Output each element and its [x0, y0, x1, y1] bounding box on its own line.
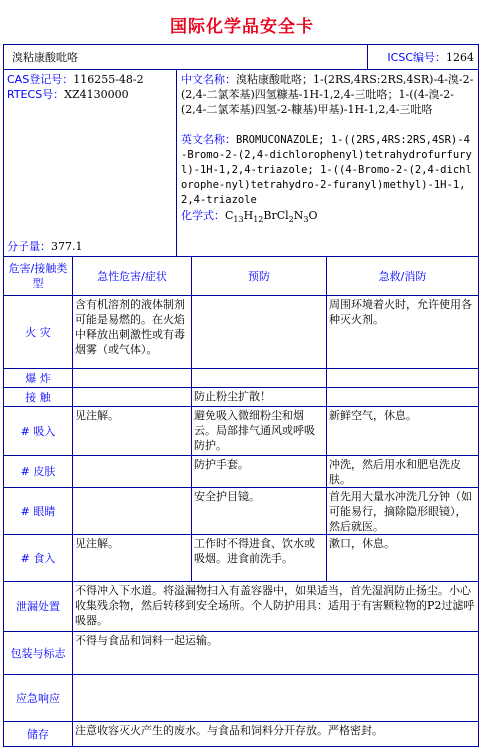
- rtecs-value: XZ4130000: [64, 88, 129, 101]
- row-label-fire: 火 灾: [4, 296, 73, 368]
- rtecs-label: RTECS号：: [7, 88, 65, 101]
- skin-prevention: 防护手套。: [192, 456, 327, 487]
- skin-hazard: [73, 456, 192, 487]
- inhalation-first-aid: 新鲜空气，休息。: [329, 409, 417, 422]
- row-label-storage: 储存: [4, 722, 73, 746]
- card-title: 国际化学品安全卡: [170, 17, 314, 37]
- table-row-skin: [4, 456, 478, 488]
- cas-value: 116255-48-2: [73, 73, 144, 86]
- table-row-contact: [4, 388, 478, 407]
- inhalation-hazard: 见注解。: [73, 407, 192, 455]
- row-label-eyes: # 眼睛: [4, 488, 73, 534]
- row-label-packaging: 包装与标志: [4, 632, 73, 674]
- chemical-formula: $C_{13}H_{12}BrCl_2N_3O$: [225, 209, 318, 225]
- table-row-inhalation: [4, 407, 478, 456]
- cn-name-value: 溴粘康酸吡咯；1-(2RS,4RS:2RS,4SR)-4-溴-2-(2,4-二氯苯基)四氢糠基-1H-1,2,4-三吡咯；1-((4-溴-2-(2,4-二氯苯基)四氢-2-糠基)甲基)-1H-1,2,4-三吡咯: [181, 73, 474, 116]
- cas-line: [7, 72, 173, 87]
- row-label-emergency: 应急响应: [4, 675, 73, 721]
- explosion-first-aid: [327, 369, 478, 387]
- table-row-explosion: [4, 369, 478, 388]
- row-label-inhalation: # 吸入: [4, 407, 73, 455]
- ingestion-prevention: 工作时不得进食、饮水或吸烟。进食前洗手。: [192, 535, 327, 581]
- row-label-skin: # 皮肤: [4, 456, 73, 487]
- chemical-name: 溴粘康酸吡咯: [4, 45, 368, 69]
- table-row-eyes: [4, 488, 478, 535]
- fire-first-aid: 周围环境着火时，允许使用各种灭火剂。: [329, 298, 472, 326]
- cn-name-label: 中文名称：: [181, 73, 236, 86]
- ingestion-hazard: 见注解。: [73, 535, 192, 581]
- table-row-leak: [4, 582, 478, 632]
- contact-hazard: [73, 388, 192, 406]
- identity-left: [4, 70, 177, 256]
- table-row-emergency: [4, 675, 478, 722]
- identity-block: [4, 70, 478, 257]
- table-row-ingestion: [4, 535, 478, 582]
- explosion-hazard: [73, 369, 192, 387]
- header-first-aid: 急救/消防: [378, 269, 427, 283]
- eyes-first-aid: 首先用大量水冲洗几分钟（如可能易行，摘除隐形眼镜），然后就医。: [329, 490, 472, 533]
- name-bar: [4, 45, 478, 70]
- contact-first-aid: [327, 388, 478, 406]
- header-hazard: 急性危害/症状: [73, 257, 192, 295]
- ingestion-first-aid: 漱口，休息。: [329, 537, 395, 550]
- contact-prevention: 防止粉尘扩散！: [192, 388, 327, 406]
- header-type: 危害/接触类型: [4, 257, 73, 295]
- icsc-number-cell: [368, 45, 478, 69]
- table-header-row: [4, 257, 478, 296]
- rtecs-line: [7, 87, 173, 102]
- row-label-explosion: 爆 炸: [4, 369, 73, 387]
- english-name-block: [181, 132, 474, 208]
- en-name-label: 英文名称：: [181, 133, 236, 146]
- icsc-label: ICSC编号：: [387, 50, 446, 64]
- mw-value: 377.1: [51, 240, 83, 253]
- table-row-storage: [4, 722, 478, 746]
- storage-text: 注意收容灭火产生的废水。与食品和饲料分开存放。严格密封。: [75, 724, 383, 737]
- emergency-text: [73, 675, 478, 721]
- cas-label: CAS登记号：: [7, 73, 74, 86]
- row-label-contact: 接 触: [4, 388, 73, 406]
- explosion-prevention: [192, 369, 327, 387]
- packaging-text: 不得与食品和饲料一起运输。: [75, 634, 218, 647]
- en-name-value: BROMUCONAZOLE; 1-((2RS,4RS:2RS,4SR)-4-Bromo-2-(2,4-dichlorophenyl)tetrahydrofurfuryl)-1H-1,2,4-triazole; 1-((4-Bromo-2-(2,4-dichlorophe-nyl)tetrahydro-2-furanyl)methyl)-1H-1,2,4-triazole: [181, 134, 472, 206]
- chinese-name-block: [181, 72, 474, 117]
- identity-right: [177, 70, 478, 256]
- mw-label: 分子量：: [7, 240, 51, 253]
- leak-text: 不得冲入下水道。将溢漏物扫入有盖容器中，如果适当，首先湿润防止扬尘。小心收集残余物，然后转移到安全场所。个人防护用具：适用于有害颗粒物的P2过滤呼吸器。: [75, 584, 475, 627]
- eyes-prevention: 安全护目镜。: [192, 488, 327, 534]
- icsc-number: 1264: [446, 50, 474, 64]
- safety-card-sheet: [3, 44, 479, 747]
- molecular-weight-line: [7, 239, 83, 254]
- inhalation-prevention: 避免吸入微细粉尘和烟云。局部排气通风或呼吸防护。: [192, 407, 327, 455]
- formula-line: [181, 208, 474, 227]
- skin-first-aid: 冲洗，然后用水和肥皂洗皮肤。: [329, 458, 461, 486]
- table-row-fire: [4, 296, 478, 369]
- eyes-hazard: [73, 488, 192, 534]
- fire-hazard: 含有机溶剂的液体制剂可能是易燃的。在火焰中释放出刺激性或有毒烟雾（或气体）。: [73, 296, 192, 368]
- formula-label: 化学式：: [181, 209, 225, 222]
- fire-prevention: [192, 296, 327, 368]
- row-label-ingestion: # 食入: [4, 535, 73, 581]
- table-row-packaging: [4, 632, 478, 675]
- row-label-leak: 泄漏处置: [4, 582, 73, 631]
- header-prevention: 预防: [192, 257, 327, 295]
